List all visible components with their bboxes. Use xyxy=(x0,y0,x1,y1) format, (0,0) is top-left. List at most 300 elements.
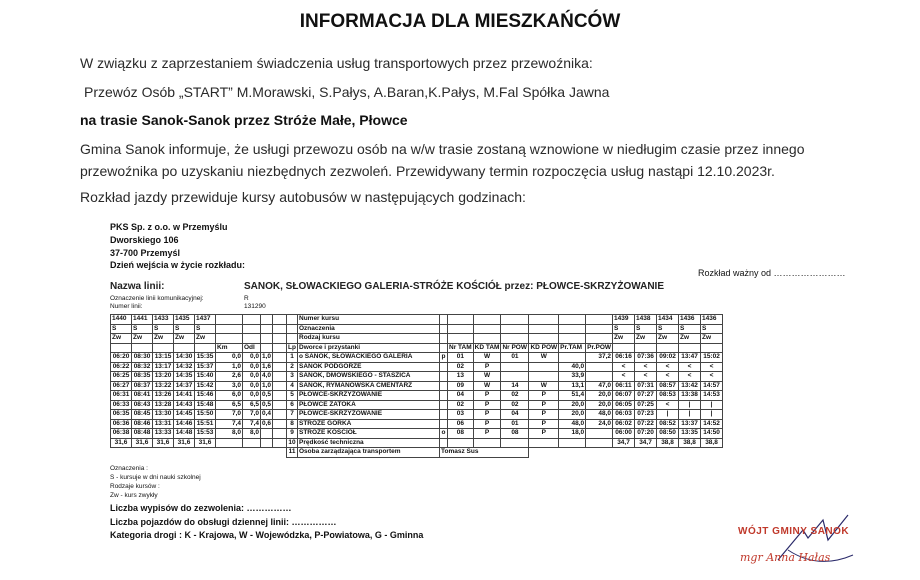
header-blank xyxy=(448,334,474,344)
header-blank xyxy=(287,324,298,334)
stop-suffix xyxy=(440,372,448,382)
header-lp: Lp xyxy=(288,343,296,351)
pr-tam: 20,0 xyxy=(559,410,586,420)
lp-value: 10 xyxy=(288,438,296,446)
departure-time: 15:37 xyxy=(195,362,216,372)
segment-value: 0,5 xyxy=(262,391,272,398)
header-blank xyxy=(261,315,273,325)
return-time: | xyxy=(701,400,723,410)
km-value: 6,5 xyxy=(216,400,243,410)
kd-tam: W xyxy=(473,353,501,363)
blank-cell xyxy=(473,438,501,448)
lp-value: 8 xyxy=(287,419,298,429)
header-blank xyxy=(559,324,586,334)
blank-cell xyxy=(559,438,586,448)
pr-tam: 20,0 xyxy=(559,400,586,410)
odl-value: 8,0 xyxy=(243,429,261,439)
intro-paragraph: W związku z zaprzestaniem świadczenia usług transportowych przez przewoźnika: xyxy=(80,55,593,71)
return-time: 08:53 xyxy=(657,391,679,401)
stop-name: PŁOWCE-SKRZYŻOWANIE xyxy=(298,410,440,420)
kd-tam: W xyxy=(473,381,501,391)
timetable-row xyxy=(111,391,723,401)
nr-pow: 04 xyxy=(501,410,529,420)
lp-value: 9 xyxy=(287,429,298,439)
road-categories: Kategoria drogi : K - Krajowa, W - Wojewódzka, P-Powiatowa, G - Gminna xyxy=(110,530,424,540)
header-blank xyxy=(243,334,261,344)
schedule-intro: Rozkład jazdy przewiduje kursy autobusów w następujących godzinach: xyxy=(80,189,526,205)
page-title: INFORMACJA DLA MIESZKAŃCÓW xyxy=(299,11,621,32)
pr-tam: 33,9 xyxy=(559,372,586,382)
course-type: Zw xyxy=(613,334,635,344)
valid-from-label: Dzień wejścia w życie rozkładu: xyxy=(110,260,246,270)
nr-tam: 06 xyxy=(448,419,474,429)
speed-label: Prędkość techniczna xyxy=(298,438,440,448)
stop-name: STRÓŻE KOŚCIÓŁ xyxy=(298,429,440,439)
return-time: < xyxy=(679,362,701,372)
company-street: Dworskiego 106 xyxy=(110,235,179,245)
departure-time: 13:15 xyxy=(153,353,174,363)
kd-tam: P xyxy=(473,429,501,439)
departure-time: 14:41 xyxy=(174,391,195,401)
km-value: 2,6 xyxy=(216,372,243,382)
header-blank xyxy=(153,343,174,353)
kd-tam: P xyxy=(473,400,501,410)
pr-pow: 24,0 xyxy=(586,419,613,429)
header-blank xyxy=(529,324,559,334)
km-value: 3,0 xyxy=(216,381,243,391)
stop-suffix xyxy=(440,391,448,401)
return-time: 07:27 xyxy=(635,391,657,401)
stop-name: SANOK, DMOWSKIEGO - STASZICA xyxy=(298,372,440,382)
return-time: 15:02 xyxy=(701,353,723,363)
nr-tam: 02 xyxy=(448,400,474,410)
pr-tam: 48,0 xyxy=(559,419,586,429)
kd-pow: P xyxy=(529,429,559,439)
departure-time: 14:48 xyxy=(174,429,195,439)
km-value: 7,4 xyxy=(216,419,243,429)
speed-value: 34,7 xyxy=(613,438,635,448)
departure-time: 08:43 xyxy=(132,400,153,410)
header-stops: Dworce i przystanki xyxy=(298,343,440,353)
header-course-number-label: Numer kursu xyxy=(298,315,440,325)
segment-value: 0,6 xyxy=(262,419,272,427)
pr-pow: 48,0 xyxy=(586,410,613,420)
header-blank xyxy=(657,343,679,353)
course-mark: S xyxy=(657,324,679,334)
course-type: Zw xyxy=(657,334,679,344)
departure-time: 08:35 xyxy=(132,372,153,382)
departure-time: 08:45 xyxy=(132,410,153,420)
timetable-row xyxy=(111,400,723,410)
course-number: 1441 xyxy=(132,315,153,325)
signature-office: WÓJT GMINY SANOK xyxy=(738,526,850,537)
speed-value: 34,7 xyxy=(635,438,657,448)
departure-time: 06:31 xyxy=(111,391,132,401)
course-type: Zw xyxy=(679,334,701,344)
kd-pow: W xyxy=(529,353,559,363)
stop-suffix xyxy=(440,419,448,429)
header-blank xyxy=(287,315,298,325)
stop-name: SANOK PODGÓRZE xyxy=(298,362,440,372)
stop-suffix xyxy=(440,362,448,372)
header-type-label: Rodzaj kursu xyxy=(298,334,440,344)
nr-pow: 01 xyxy=(501,419,529,429)
departure-time: 13:20 xyxy=(153,372,174,382)
departure-time: 15:46 xyxy=(195,391,216,401)
departure-time: 14:46 xyxy=(174,419,195,429)
header-col: Pr.TAM xyxy=(559,343,586,353)
stop-suffix: o xyxy=(440,429,448,439)
timetable-row xyxy=(111,353,723,363)
lp-value: 11 xyxy=(287,448,298,458)
nr-tam: 13 xyxy=(448,372,474,382)
line-name-label: Nazwa linii: xyxy=(110,281,165,292)
course-mark: S xyxy=(195,324,216,334)
departure-time: 15:53 xyxy=(195,429,216,439)
odl-value: 7,4 xyxy=(243,419,261,429)
line-number-value: 131290 xyxy=(244,303,266,310)
header-blank xyxy=(216,315,243,325)
valid-to-label: Rozkład ważny od …………………… xyxy=(698,268,846,278)
departure-time: 13:31 xyxy=(153,419,174,429)
return-time: | xyxy=(679,410,701,420)
return-time: 13:37 xyxy=(679,419,701,429)
header-blank xyxy=(586,315,613,325)
return-time: 07:20 xyxy=(635,429,657,439)
lp-value: 1 xyxy=(287,353,298,363)
header-blank xyxy=(613,343,635,353)
info-line-2: przewoźnika po uzyskaniu niezbędnych zezwoleń. Przewidywany termin rozpoczęcia usług nastąpi 12.10.2023r. xyxy=(80,163,775,179)
blank-cell xyxy=(501,438,529,448)
route-heading: na trasie Sanok-Sanok przez Stróże Małe, Płowce xyxy=(80,112,408,128)
comm-value: R xyxy=(244,295,249,302)
header-blank xyxy=(273,343,287,353)
return-time: 06:16 xyxy=(613,353,635,363)
lp-value: 5 xyxy=(287,391,298,401)
nr-pow xyxy=(501,372,529,382)
kd-tam: P xyxy=(473,362,501,372)
lp-value: 2 xyxy=(287,362,298,372)
nr-pow: 02 xyxy=(501,400,529,410)
departure-time: 06:36 xyxy=(111,419,132,429)
header-col: KD POW xyxy=(530,343,558,351)
km-value: 7,0 xyxy=(216,410,243,420)
kd-pow: P xyxy=(529,400,559,410)
return-time: < xyxy=(657,400,679,410)
header-km: Km xyxy=(216,343,243,353)
odl-value: 0,0 xyxy=(243,362,261,372)
header-blank xyxy=(501,315,529,325)
departure-time: 14:35 xyxy=(174,372,195,382)
nr-pow: 02 xyxy=(501,391,529,401)
return-time: < xyxy=(679,372,701,382)
header-blank xyxy=(501,334,529,344)
header-blank xyxy=(243,315,261,325)
timetable-row xyxy=(111,410,723,420)
stop-name: STRÓŻE GÓRKA xyxy=(298,419,440,429)
pr-pow xyxy=(586,372,613,382)
pr-pow xyxy=(586,362,613,372)
departure-time: 06:22 xyxy=(111,362,132,372)
departure-time: 14:43 xyxy=(174,400,195,410)
header-blank xyxy=(273,324,287,334)
course-mark: S xyxy=(153,324,174,334)
return-time: < xyxy=(635,362,657,372)
course-number: 1434 xyxy=(657,315,679,325)
header-blank xyxy=(440,315,448,325)
course-type: Zw xyxy=(111,334,132,344)
course-type: Zw xyxy=(635,334,657,344)
return-time: < xyxy=(657,372,679,382)
departure-time: 15:50 xyxy=(195,410,216,420)
course-number: 1439 xyxy=(613,315,635,325)
departure-time: 14:32 xyxy=(174,362,195,372)
pr-pow: 37,2 xyxy=(586,353,613,363)
kd-tam: P xyxy=(473,391,501,401)
return-time: | xyxy=(701,410,723,420)
course-number: 1440 xyxy=(111,315,132,325)
kd-tam: P xyxy=(473,410,501,420)
nr-pow: 08 xyxy=(501,429,529,439)
departure-time: 08:32 xyxy=(132,362,153,372)
return-time: < xyxy=(613,362,635,372)
header-blank xyxy=(216,334,243,344)
stop-name: PŁOWCE-SKRZYŻOWANIE xyxy=(298,391,440,401)
departure-time: 14:37 xyxy=(174,381,195,391)
timetable-row xyxy=(111,362,723,372)
return-time: 06:05 xyxy=(613,400,635,410)
return-time: 07:36 xyxy=(635,353,657,363)
course-mark: S xyxy=(132,324,153,334)
nr-pow xyxy=(501,362,529,372)
header-blank xyxy=(440,334,448,344)
course-number: 1437 xyxy=(195,315,216,325)
return-time: 13:42 xyxy=(679,381,701,391)
departure-time: 06:20 xyxy=(111,353,132,363)
header-blank xyxy=(261,324,273,334)
speed-value: 31,6 xyxy=(132,438,153,448)
pr-pow: 20,0 xyxy=(586,400,613,410)
course-number: 1436 xyxy=(701,315,723,325)
header-blank xyxy=(195,343,216,353)
blank-cell xyxy=(273,410,287,420)
timetable-row xyxy=(111,381,723,391)
header-blank xyxy=(132,343,153,353)
permits-count: Liczba wypisów do zezwolenia: …………… xyxy=(110,503,292,513)
blank-cell xyxy=(448,438,474,448)
course-type: Zw xyxy=(153,334,174,344)
timetable-row xyxy=(111,429,723,439)
header-blank xyxy=(586,324,613,334)
departure-time: 14:45 xyxy=(174,410,195,420)
odl-value: 0,0 xyxy=(243,381,261,391)
return-time: < xyxy=(701,372,723,382)
segment-value: 1,6 xyxy=(262,362,272,370)
header-blank xyxy=(635,343,657,353)
header-blank xyxy=(273,334,287,344)
legend-zw: Zw - kurs zwykły xyxy=(110,492,158,499)
kd-pow: P xyxy=(529,391,559,401)
odl-value: 0,0 xyxy=(243,372,261,382)
header-col: Nr POW xyxy=(502,343,527,351)
course-mark: S xyxy=(635,324,657,334)
stop-suffix: p xyxy=(440,353,448,363)
departure-time: 06:35 xyxy=(111,410,132,420)
header-blank xyxy=(473,334,501,344)
blank-cell xyxy=(261,438,273,448)
nr-tam: 08 xyxy=(448,429,474,439)
return-time: < xyxy=(635,372,657,382)
return-time: 07:31 xyxy=(635,381,657,391)
return-time: 07:22 xyxy=(635,419,657,429)
header-blank xyxy=(273,315,287,325)
stop-suffix xyxy=(440,400,448,410)
return-time: 14:50 xyxy=(701,429,723,439)
course-type: Zw xyxy=(132,334,153,344)
blank-cell xyxy=(586,438,613,448)
nr-tam: 03 xyxy=(448,410,474,420)
timetable xyxy=(110,314,723,458)
return-time: < xyxy=(613,372,635,382)
nr-tam: 04 xyxy=(448,391,474,401)
manager-label: Osoba zarządzająca transportem xyxy=(298,448,440,458)
vehicles-count: Liczba pojazdów do obsługi dziennej linii: …………… xyxy=(110,517,337,527)
departure-time: 15:42 xyxy=(195,381,216,391)
odl-value: 6,5 xyxy=(243,400,261,410)
pr-pow: 20,0 xyxy=(586,391,613,401)
pr-pow xyxy=(586,429,613,439)
kd-pow: P xyxy=(529,419,559,429)
stop-name: PŁOWCE ZATOKA xyxy=(298,400,440,410)
segment-value: 1,0 xyxy=(262,353,272,360)
return-time: 06:07 xyxy=(613,391,635,401)
nr-pow: 14 xyxy=(501,381,529,391)
odl-value: 0,0 xyxy=(243,353,261,363)
header-blank xyxy=(287,334,298,344)
header-col: Nr TAM xyxy=(449,343,472,351)
departure-time: 15:51 xyxy=(195,419,216,429)
lp-value: 7 xyxy=(287,410,298,420)
return-time: 08:52 xyxy=(657,419,679,429)
return-time: 06:00 xyxy=(613,429,635,439)
blank-cell xyxy=(529,438,559,448)
course-mark: S xyxy=(679,324,701,334)
kd-pow xyxy=(529,362,559,372)
nr-tam: 01 xyxy=(448,353,474,363)
kd-pow: W xyxy=(529,381,559,391)
lp-value: 6 xyxy=(287,400,298,410)
departure-time: 13:22 xyxy=(153,381,174,391)
pr-tam xyxy=(559,353,586,363)
pr-tam: 13,1 xyxy=(559,381,586,391)
nr-tam: 09 xyxy=(448,381,474,391)
line-name: SANOK, SŁOWACKIEGO GALERIA-STRÓŻE KOŚCIÓŁ przez: PŁOWCE-SKRZYŻOWANIE xyxy=(244,281,665,292)
legend-types: Rodzaje kursów : xyxy=(110,483,160,490)
course-type: Zw xyxy=(701,334,723,344)
segment-value: 0,5 xyxy=(262,400,272,408)
departure-time: 15:35 xyxy=(195,353,216,363)
header-blank xyxy=(701,343,723,353)
nr-tam: 02 xyxy=(448,362,474,372)
course-type: Zw xyxy=(174,334,195,344)
course-mark: S xyxy=(174,324,195,334)
legend-heading: Oznaczenia : xyxy=(110,465,148,472)
departure-time: 06:27 xyxy=(111,381,132,391)
header-blank xyxy=(261,343,273,353)
kd-pow: P xyxy=(529,410,559,420)
departure-time: 08:30 xyxy=(132,353,153,363)
header-blank xyxy=(559,315,586,325)
speed-value: 38,8 xyxy=(701,438,723,448)
course-number: 1435 xyxy=(174,315,195,325)
header-blank xyxy=(440,343,448,353)
header-blank xyxy=(448,324,474,334)
course-mark: S xyxy=(701,324,723,334)
timetable-body xyxy=(111,315,723,458)
km-value: 8,0 xyxy=(216,429,243,439)
legend-s: S - kursuje w dni nauki szkolnej xyxy=(110,474,201,481)
return-time: 09:02 xyxy=(657,353,679,363)
departure-time: 13:33 xyxy=(153,429,174,439)
blank-cell xyxy=(273,353,287,363)
manager-name: Tomasz Sus xyxy=(440,448,529,458)
segment-value: 0,4 xyxy=(262,410,272,417)
header-blank xyxy=(559,334,586,344)
return-time: 14:52 xyxy=(701,419,723,429)
blank-cell xyxy=(273,362,287,372)
pr-tam: 51,4 xyxy=(559,391,586,401)
course-mark: S xyxy=(613,324,635,334)
return-time: | xyxy=(679,400,701,410)
return-time: 14:53 xyxy=(701,391,723,401)
nr-pow: 01 xyxy=(501,353,529,363)
header-col: KD TAM xyxy=(474,343,500,351)
departure-time: 06:33 xyxy=(111,400,132,410)
company-name: PKS Sp. z o.o. w Przemyślu xyxy=(110,222,228,232)
return-time: | xyxy=(657,410,679,420)
header-blank xyxy=(111,343,132,353)
stop-suffix xyxy=(440,410,448,420)
speed-value: 31,6 xyxy=(153,438,174,448)
stop-suffix xyxy=(440,381,448,391)
segment-value xyxy=(261,429,273,439)
timetable-row xyxy=(111,372,723,382)
blank-cell xyxy=(273,391,287,401)
course-number: 1433 xyxy=(153,315,174,325)
segment-value: 4,0 xyxy=(262,372,272,379)
speed-value: 38,8 xyxy=(657,438,679,448)
pr-tam: 40,0 xyxy=(559,362,586,372)
departure-time: 13:28 xyxy=(153,400,174,410)
company-city: 37-700 Przemyśl xyxy=(110,248,181,258)
carrier-name: Przewóz Osób „START” M.Morawski, S.Pałys, A.Baran,K.Pałys, M.Fal Spółka Jawna xyxy=(84,84,610,100)
departure-time: 08:37 xyxy=(132,381,153,391)
departure-time: 06:38 xyxy=(111,429,132,439)
return-time: 07:25 xyxy=(635,400,657,410)
pr-pow: 47,0 xyxy=(586,381,613,391)
header-blank xyxy=(216,324,243,334)
speed-value: 31,6 xyxy=(174,438,195,448)
departure-time: 08:48 xyxy=(132,429,153,439)
departure-time: 13:26 xyxy=(153,391,174,401)
header-blank xyxy=(261,334,273,344)
header-blank xyxy=(473,324,501,334)
return-time: 14:57 xyxy=(701,381,723,391)
stop-name: SANOK, RYMANOWSKA CMENTARZ xyxy=(298,381,440,391)
header-blank xyxy=(473,315,501,325)
odl-value: 7,0 xyxy=(243,410,261,420)
return-time: 13:38 xyxy=(679,391,701,401)
